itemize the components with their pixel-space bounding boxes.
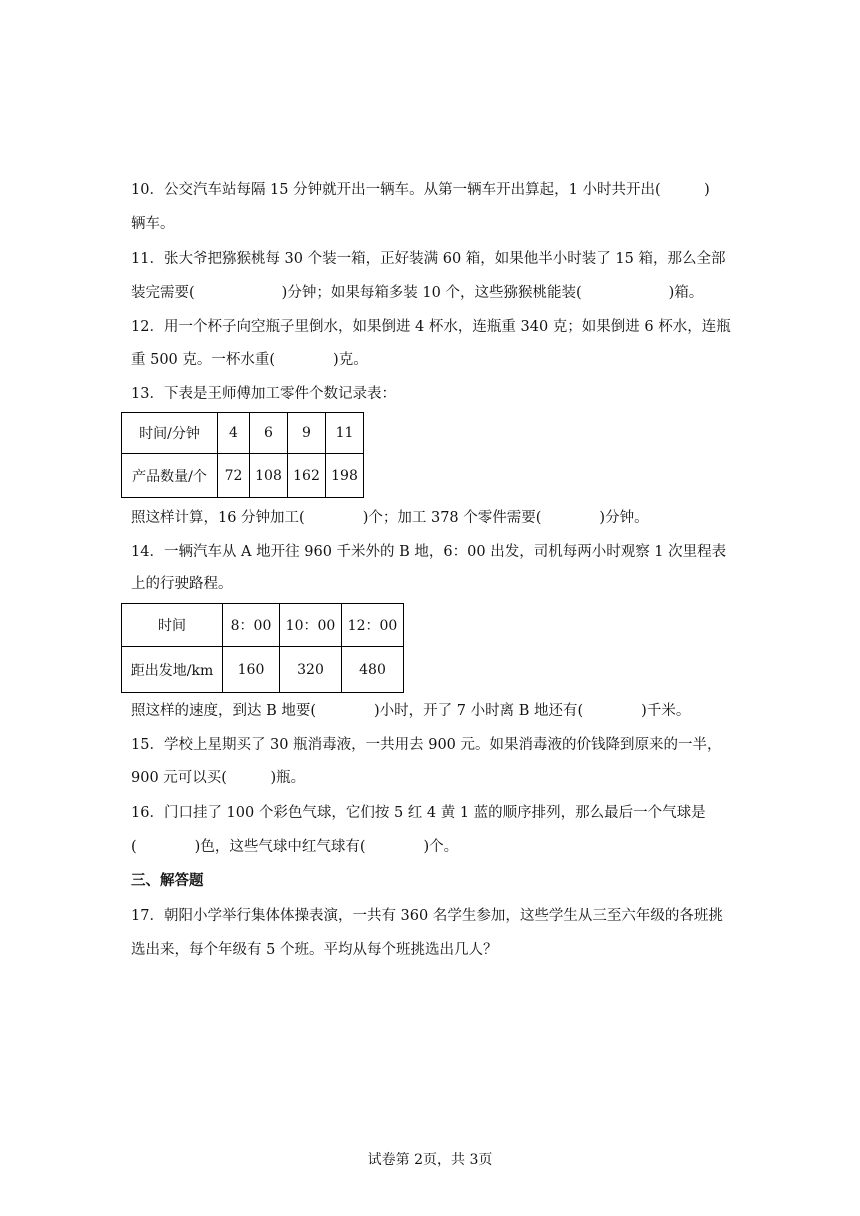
q17-line2: 选出来，每个年级有 5 个班。平均从每个班挑选出几人？ — [131, 942, 498, 958]
table-cell: 10：00 — [280, 604, 342, 647]
section-3-title: 三、解答题 — [131, 872, 204, 889]
table-cell: 320 — [280, 647, 342, 693]
q13-table-row1 — [122, 413, 364, 454]
q12-line1: 12．用一个杯子向空瓶子里倒水，如果倒进 4 杯水，连瓶重 340 克；如果倒进 6 杯水，连瓶 — [131, 319, 731, 335]
table-cell: 480 — [342, 647, 404, 693]
page-footer: 试卷第 2页，共 3页 — [367, 1152, 493, 1168]
q17-line1: 17．朝阳小学举行集体体操表演，一共有 360 名学生参加，这些学生从三至六年级的各班挑 — [131, 908, 723, 924]
q13-table — [121, 412, 364, 498]
table-cell: 时间 — [122, 604, 223, 647]
table-cell: 198 — [326, 454, 364, 498]
q12-line2: 重 500 克。一杯水重( )克。 — [131, 352, 368, 368]
q11-line1: 11．张大爷把猕猴桃每 30 个装一箱，正好装满 60 箱，如果他半小时装了 15 箱，那么全部 — [131, 251, 726, 267]
table-cell: 11 — [326, 413, 364, 454]
table-cell: 108 — [250, 454, 288, 498]
table-cell: 8：00 — [223, 604, 280, 647]
table-cell: 距出发地/km — [122, 647, 223, 693]
table-cell: 160 — [223, 647, 280, 693]
q14-line1: 14．一辆汽车从 A 地开往 960 千米外的 B 地，6：00 出发，司机每两小时观察 1 次里程表 — [131, 544, 727, 560]
table-cell: 4 — [218, 413, 250, 454]
q13-table-row2 — [122, 454, 364, 498]
table-cell: 72 — [218, 454, 250, 498]
q16-line2: ( )色，这些气球中红气球有( )个。 — [131, 839, 459, 855]
q10-line1: 10．公交汽车站每隔 15 分钟就开出一辆车。从第一辆车开出算起，1 小时共开出( ) — [131, 182, 710, 198]
q14-line3: 照这样的速度，到达 B 地要( )小时，开了 7 小时离 B 地还有( )千米。 — [131, 703, 691, 719]
q14-table-row1 — [122, 604, 404, 647]
table-cell: 12：00 — [342, 604, 404, 647]
table-cell: 产品数量/个 — [122, 454, 218, 498]
q11-line2: 装完需要( )分钟；如果每箱多装 10 个，这些猕猴桃能装( )箱。 — [131, 285, 704, 301]
q16-line1: 16．门口挂了 100 个彩色气球，它们按 5 红 4 黄 1 蓝的顺序排列，那么最后一个气球是 — [131, 805, 706, 821]
table-cell: 6 — [250, 413, 288, 454]
q15-line1: 15．学校上星期买了 30 瓶消毒液，一共用去 900 元。如果消毒液的价钱降到原来的一半， — [131, 737, 722, 753]
q15-line2: 900 元可以买( )瓶。 — [131, 770, 306, 786]
q13-line1: 13．下表是王师傅加工零件个数记录表： — [131, 386, 396, 402]
q10-line2: 辆车。 — [131, 216, 175, 232]
q13-line2: 照这样计算，16 分钟加工( )个；加工 378 个零件需要( )分钟。 — [131, 510, 649, 526]
q14-table — [121, 603, 404, 693]
table-cell: 162 — [288, 454, 326, 498]
q14-table-row2 — [122, 647, 404, 693]
table-cell: 时间/分钟 — [122, 413, 218, 454]
table-cell: 9 — [288, 413, 326, 454]
q14-line2: 上的行驶路程。 — [131, 576, 233, 592]
